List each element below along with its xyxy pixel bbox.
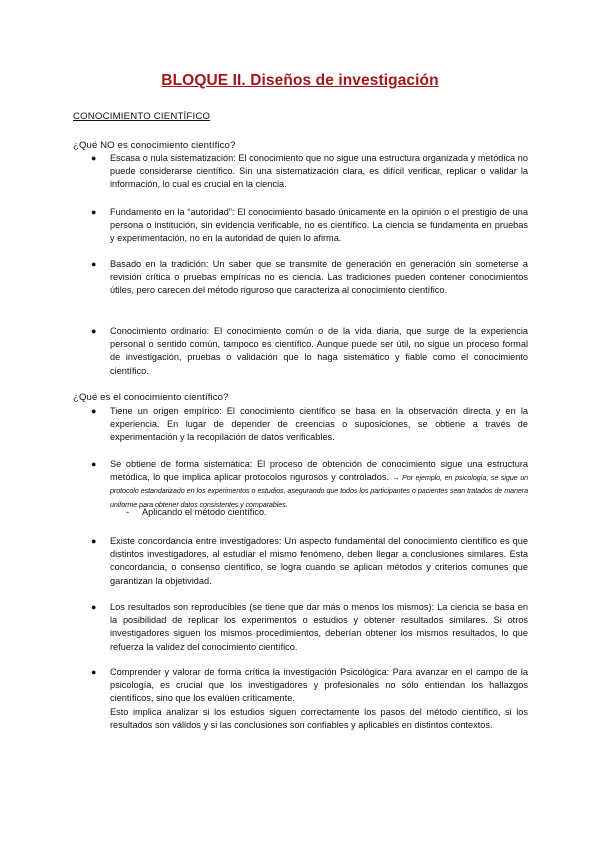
question-heading-is: ¿Qué es el conocimiento científico?: [73, 392, 229, 403]
bullet-dot: [91, 206, 96, 219]
example-note: → Por ejemplo, en psicología, se sigue un protocolo estandarizado en los experimentos o estudios, asegurando que todos los participantes o pacientes sean tratados de manera uniforme para obtener datos consistentes y comparables.: [110, 473, 528, 509]
bullet-dot: [91, 258, 96, 271]
list-item: [110, 666, 528, 732]
section-heading: CONOCIMIENTO CIENTÍFICO: [73, 111, 211, 122]
list-item: Basado en la tradición: Un saber que se transmite de generación en generación sin someterse a revisión crítica o pruebas empíricas no es ciencia. Las tradiciones pueden contener conocimientos útiles, pero carecen del método riguroso que caracteriza al conocimiento científico.: [110, 259, 528, 296]
list-item-text: Comprender y valorar de forma crítica la investigación Psicológica: Para avanzar en el campo de la psicología, es crucial que los investigadores y profesionales no sólo entiendan los hallazgos científicos, sino que los evalúen críticamente.: [110, 667, 528, 704]
list-item: Tiene un origen empírico: El conocimiento científico se basa en la observación directa y en la experiencia. En lugar de depender de creencias o suposiciones, se obtiene a través de experimentación y la recopilación de datos verificables.: [110, 406, 528, 443]
bullet-dot: [91, 666, 96, 679]
page-title: BLOQUE II. Diseños de investigación: [161, 72, 439, 89]
list-item: Los resultados son reproducibles (se tiene que dar más o menos los mismos): La ciencia se basa en la posibilidad de replicar los experimentos o estudios y obtener resultados similares. Si otros investigadores siguen los mismos procedimientos, deberían obtener los mismos resultados, lo que refuerza la validez del conocimiento científico.: [110, 602, 528, 652]
question-heading-not: ¿Qué NO es conocimiento científico?: [73, 140, 236, 151]
list-item: Fundamento en la “autoridad”: El conocimiento basado únicamente en la opinión o el prestigio de una persona o institución, sin evidencia verificable, no es científico. La ciencia se fundamenta en pruebas y experimentación, no en la autoridad de quien lo afirma.: [110, 207, 528, 244]
bullet-dot: [91, 535, 96, 548]
bullet-dot: [91, 601, 96, 614]
bullet-dot: [91, 405, 96, 418]
bullet-dot: [91, 325, 96, 338]
sub-item: [126, 506, 267, 519]
list-item: Existe concordancia entre investigadores: Un aspecto fundamental del conocimiento científico es que distintos investigadores, al estudiar el mismo fenómeno, deben llegar a conclusiones similares. Esta concordancia, o consenso científico, se logra cuando se aplican métodos y criterios comunes que garantizan la objetividad.: [110, 536, 528, 586]
list-item: Escasa o nula sistematización: El conocimiento que no sigue una estructura organizada y metódica no puede considerarse científico. Sin una sistematización clara, es difícil verificar, replicar o validar la información, lo cual es crucial en la ciencia.: [110, 153, 528, 190]
list-item: Conocimiento ordinario: El conocimiento común o de la vida diaria, que surge de la experiencia personal o sentido común, tampoco es científico. Aunque puede ser útil, no sigue un proceso formal de investigación, pruebas o validación que lo haga sistemático y fiable como el conocimiento científico.: [110, 326, 528, 376]
sub-item-text: Aplicando el método científico.: [142, 507, 267, 517]
dash-marker: -: [126, 507, 130, 517]
bullet-dot: [91, 152, 96, 165]
list-item: [110, 458, 528, 511]
bullet-dot: [91, 458, 96, 471]
list-item-text: Se obtiene de forma sistemática: El proceso de obtención de conocimiento sigue una estructura metódica, lo que implica aplicar protocolos rigurosos y controlados.: [110, 459, 528, 483]
list-item-extra: Esto implica analizar si los estudios siguen correctamente los pasos del método científico, si los resultados son válidos y si las conclusiones son confiables y aplicables en distintos contextos.: [110, 706, 528, 730]
